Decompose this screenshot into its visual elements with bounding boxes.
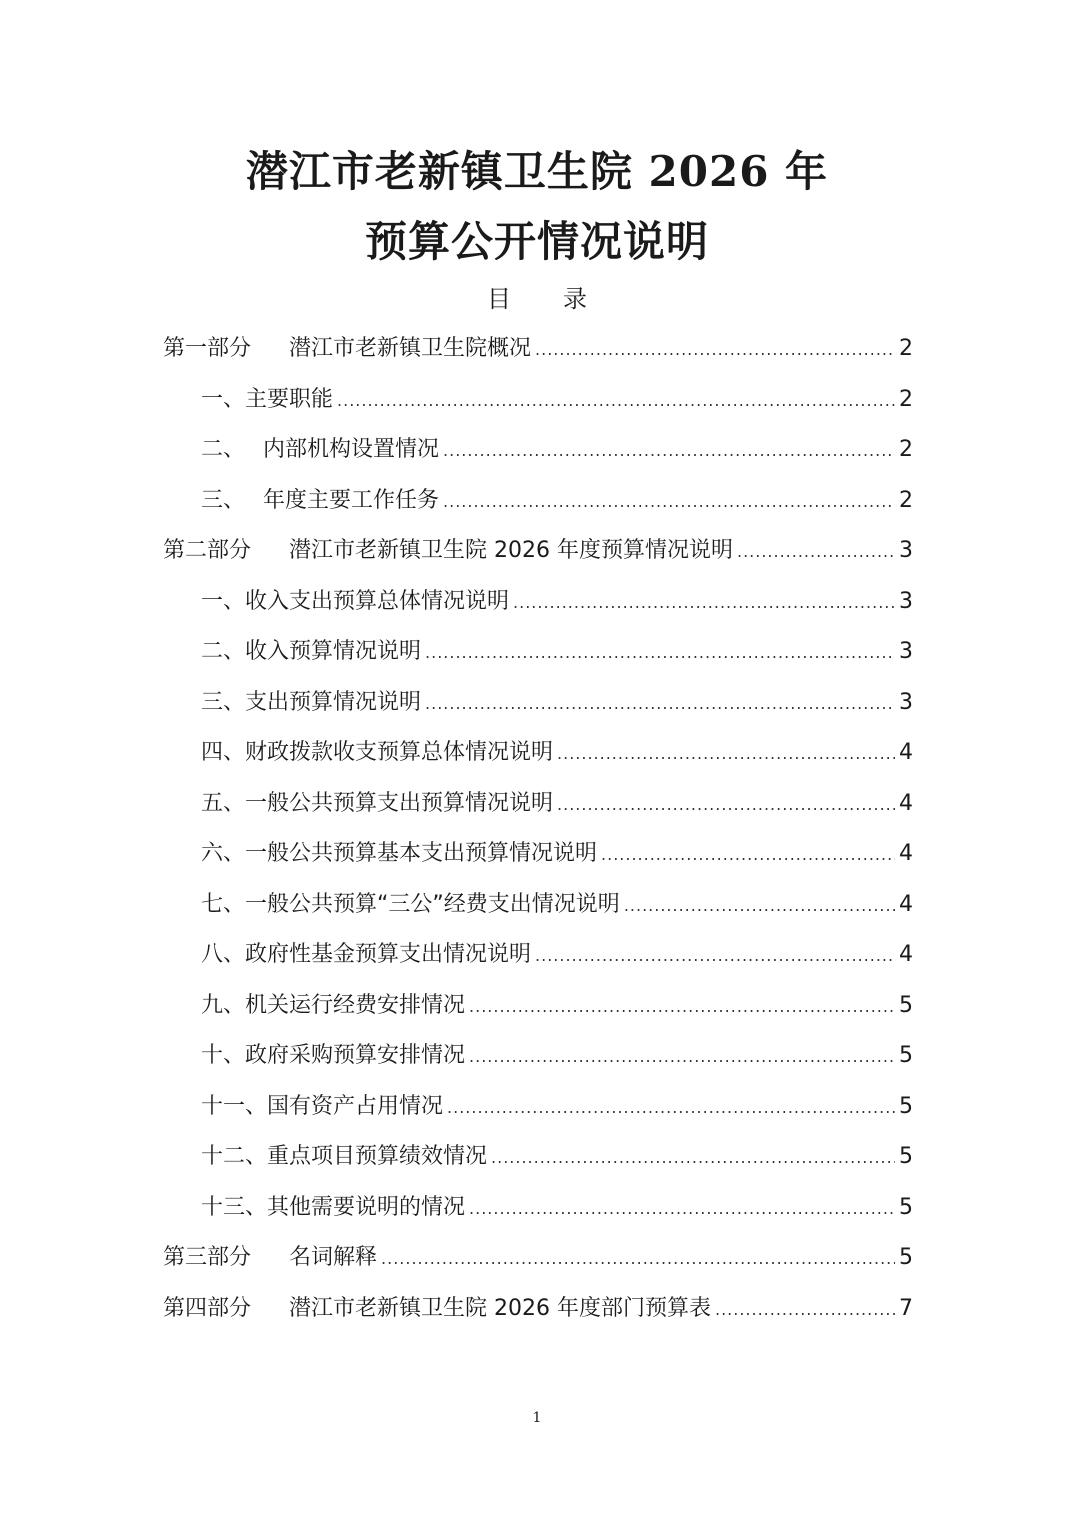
toc-entry-prefix: 九、 [201, 992, 246, 1018]
toc-entry[interactable] [163, 938, 913, 989]
toc-entry[interactable] [163, 1140, 913, 1191]
toc-entry[interactable] [163, 433, 913, 484]
page-number: 1 [532, 1410, 542, 1426]
toc-entry-label: 一般公共预算基本支出预算情况说明 [245, 841, 598, 866]
toc-entry-prefix: 五、 [201, 790, 246, 816]
toc-entry-label: 一般公共预算支出预算情况说明 [245, 790, 554, 816]
toc-entry-label: 收入支出预算总体情况说明 [245, 588, 510, 614]
toc-entry-prefix: 第二部分 [163, 538, 252, 563]
toc-entry[interactable] [163, 484, 913, 535]
toc-entry-page-number: 4 [899, 942, 913, 967]
toc-entry-page-number: 3 [899, 689, 913, 715]
toc-entry[interactable] [163, 635, 913, 686]
toc-entry-page-number: 5 [899, 1093, 913, 1119]
toc-entry-label: 一般公共预算“三公”经费支出情况说明 [245, 891, 620, 917]
toc-entry-prefix: 七、 [201, 891, 246, 917]
toc-dot-leader [425, 636, 895, 670]
toc-entry-page-number: 3 [899, 639, 913, 664]
table-of-contents [163, 332, 913, 1342]
toc-entry-page-number: 4 [899, 841, 913, 866]
toc-entry[interactable] [163, 1292, 913, 1343]
toc-entry-page-number: 3 [899, 588, 913, 614]
toc-entry-page-number: 4 [899, 740, 913, 765]
toc-entry-label: 潜江市老新镇卫生院 2026 年度部门预算表 [289, 1295, 711, 1321]
toc-entry[interactable] [163, 888, 913, 939]
toc-entry-page-number: 5 [899, 1144, 913, 1169]
document-title-line2: 预算公开情况说明 [364, 217, 709, 266]
toc-entry-label: 国有资产占用情况 [267, 1093, 444, 1119]
toc-entry-page-number: 2 [899, 487, 913, 513]
toc-entry-label: 政府性基金预算支出情况说明 [245, 942, 532, 967]
toc-entry-label: 政府采购预算安排情况 [245, 1043, 466, 1068]
toc-entry-page-number: 4 [899, 790, 913, 816]
toc-entry-prefix: 十一、 [201, 1093, 268, 1119]
toc-entry-label: 名词解释 [289, 1245, 378, 1270]
toc-entry-prefix: 八、 [201, 942, 246, 967]
toc-entry-prefix: 六、 [201, 841, 246, 866]
toc-entry-prefix: 三、 [201, 487, 246, 513]
toc-dot-leader [715, 1293, 895, 1327]
toc-entry-page-number: 2 [899, 386, 913, 412]
toc-dot-leader [425, 687, 895, 721]
toc-entry-label: 机关运行经费安排情况 [245, 992, 466, 1018]
toc-heading-char-2: 录 [563, 285, 587, 313]
toc-dot-leader [443, 434, 895, 468]
toc-dot-leader [491, 1141, 895, 1175]
document-title-line1: 潜江市老新镇卫生院 2026 年 [245, 147, 829, 196]
toc-entry-page-number: 4 [899, 891, 913, 917]
toc-entry[interactable] [163, 332, 913, 383]
toc-entry-page-number: 2 [899, 336, 913, 361]
toc-entry-label: 其他需要说明的情况 [267, 1194, 466, 1220]
toc-dot-leader [535, 939, 895, 973]
toc-entry-label: 支出预算情况说明 [245, 689, 422, 715]
toc-entry-page-number: 5 [899, 1043, 913, 1068]
toc-heading [0, 282, 1074, 316]
toc-entry[interactable] [163, 585, 913, 636]
toc-entry-page-number: 2 [899, 437, 913, 462]
toc-dot-leader [337, 384, 895, 418]
toc-entry-page-number: 7 [899, 1295, 913, 1321]
toc-dot-leader [513, 586, 895, 620]
toc-entry-prefix: 第四部分 [163, 1295, 252, 1321]
toc-entry[interactable] [163, 1191, 913, 1242]
toc-entry-prefix: 十、 [201, 1043, 246, 1068]
toc-dot-leader [557, 737, 895, 771]
toc-entry-prefix: 一、 [201, 386, 246, 412]
toc-entry-prefix: 一、 [201, 588, 246, 614]
toc-entry-label: 年度主要工作任务 [263, 487, 440, 513]
toc-entry[interactable] [163, 534, 913, 585]
toc-dot-leader [535, 333, 895, 367]
toc-entry-prefix: 第三部分 [163, 1245, 252, 1270]
toc-entry-label: 潜江市老新镇卫生院概况 [289, 336, 532, 361]
toc-entry[interactable] [163, 989, 913, 1040]
toc-dot-leader [624, 889, 895, 923]
toc-dot-leader [557, 788, 895, 822]
toc-heading-char-1: 目 [487, 285, 511, 313]
toc-entry-prefix: 第一部分 [163, 336, 252, 361]
toc-dot-leader [469, 1192, 895, 1226]
toc-entry-page-number: 5 [899, 992, 913, 1018]
toc-entry-label: 潜江市老新镇卫生院 2026 年度预算情况说明 [289, 538, 733, 563]
toc-entry-prefix: 三、 [201, 689, 246, 715]
toc-entry-label: 主要职能 [245, 386, 334, 412]
toc-entry-label: 收入预算情况说明 [245, 639, 422, 664]
toc-entry-prefix: 二、 [201, 437, 246, 462]
toc-entry[interactable] [163, 736, 913, 787]
toc-entry-page-number: 5 [899, 1194, 913, 1220]
toc-dot-leader [381, 1242, 895, 1276]
toc-dot-leader [447, 1091, 895, 1125]
toc-entry[interactable] [163, 787, 913, 838]
toc-entry[interactable] [163, 837, 913, 888]
toc-entry[interactable] [163, 383, 913, 434]
toc-entry-label: 内部机构设置情况 [263, 437, 440, 462]
toc-entry-prefix: 二、 [201, 639, 246, 664]
toc-entry[interactable] [163, 1241, 913, 1292]
toc-entry[interactable] [163, 1039, 913, 1090]
toc-dot-leader [737, 535, 895, 569]
toc-entry[interactable] [163, 1090, 913, 1141]
toc-dot-leader [469, 990, 895, 1024]
toc-entry-label: 财政拨款收支预算总体情况说明 [245, 740, 554, 765]
toc-entry-page-number: 3 [899, 538, 913, 563]
toc-entry-label: 重点项目预算绩效情况 [267, 1144, 488, 1169]
toc-dot-leader [443, 485, 895, 519]
toc-entry-prefix: 四、 [201, 740, 246, 765]
toc-entry-prefix: 十三、 [201, 1194, 268, 1220]
toc-dot-leader [469, 1040, 895, 1074]
toc-dot-leader [601, 838, 895, 872]
toc-entry-page-number: 5 [899, 1245, 913, 1270]
toc-entry[interactable] [163, 686, 913, 737]
toc-entry-prefix: 十二、 [201, 1144, 268, 1169]
